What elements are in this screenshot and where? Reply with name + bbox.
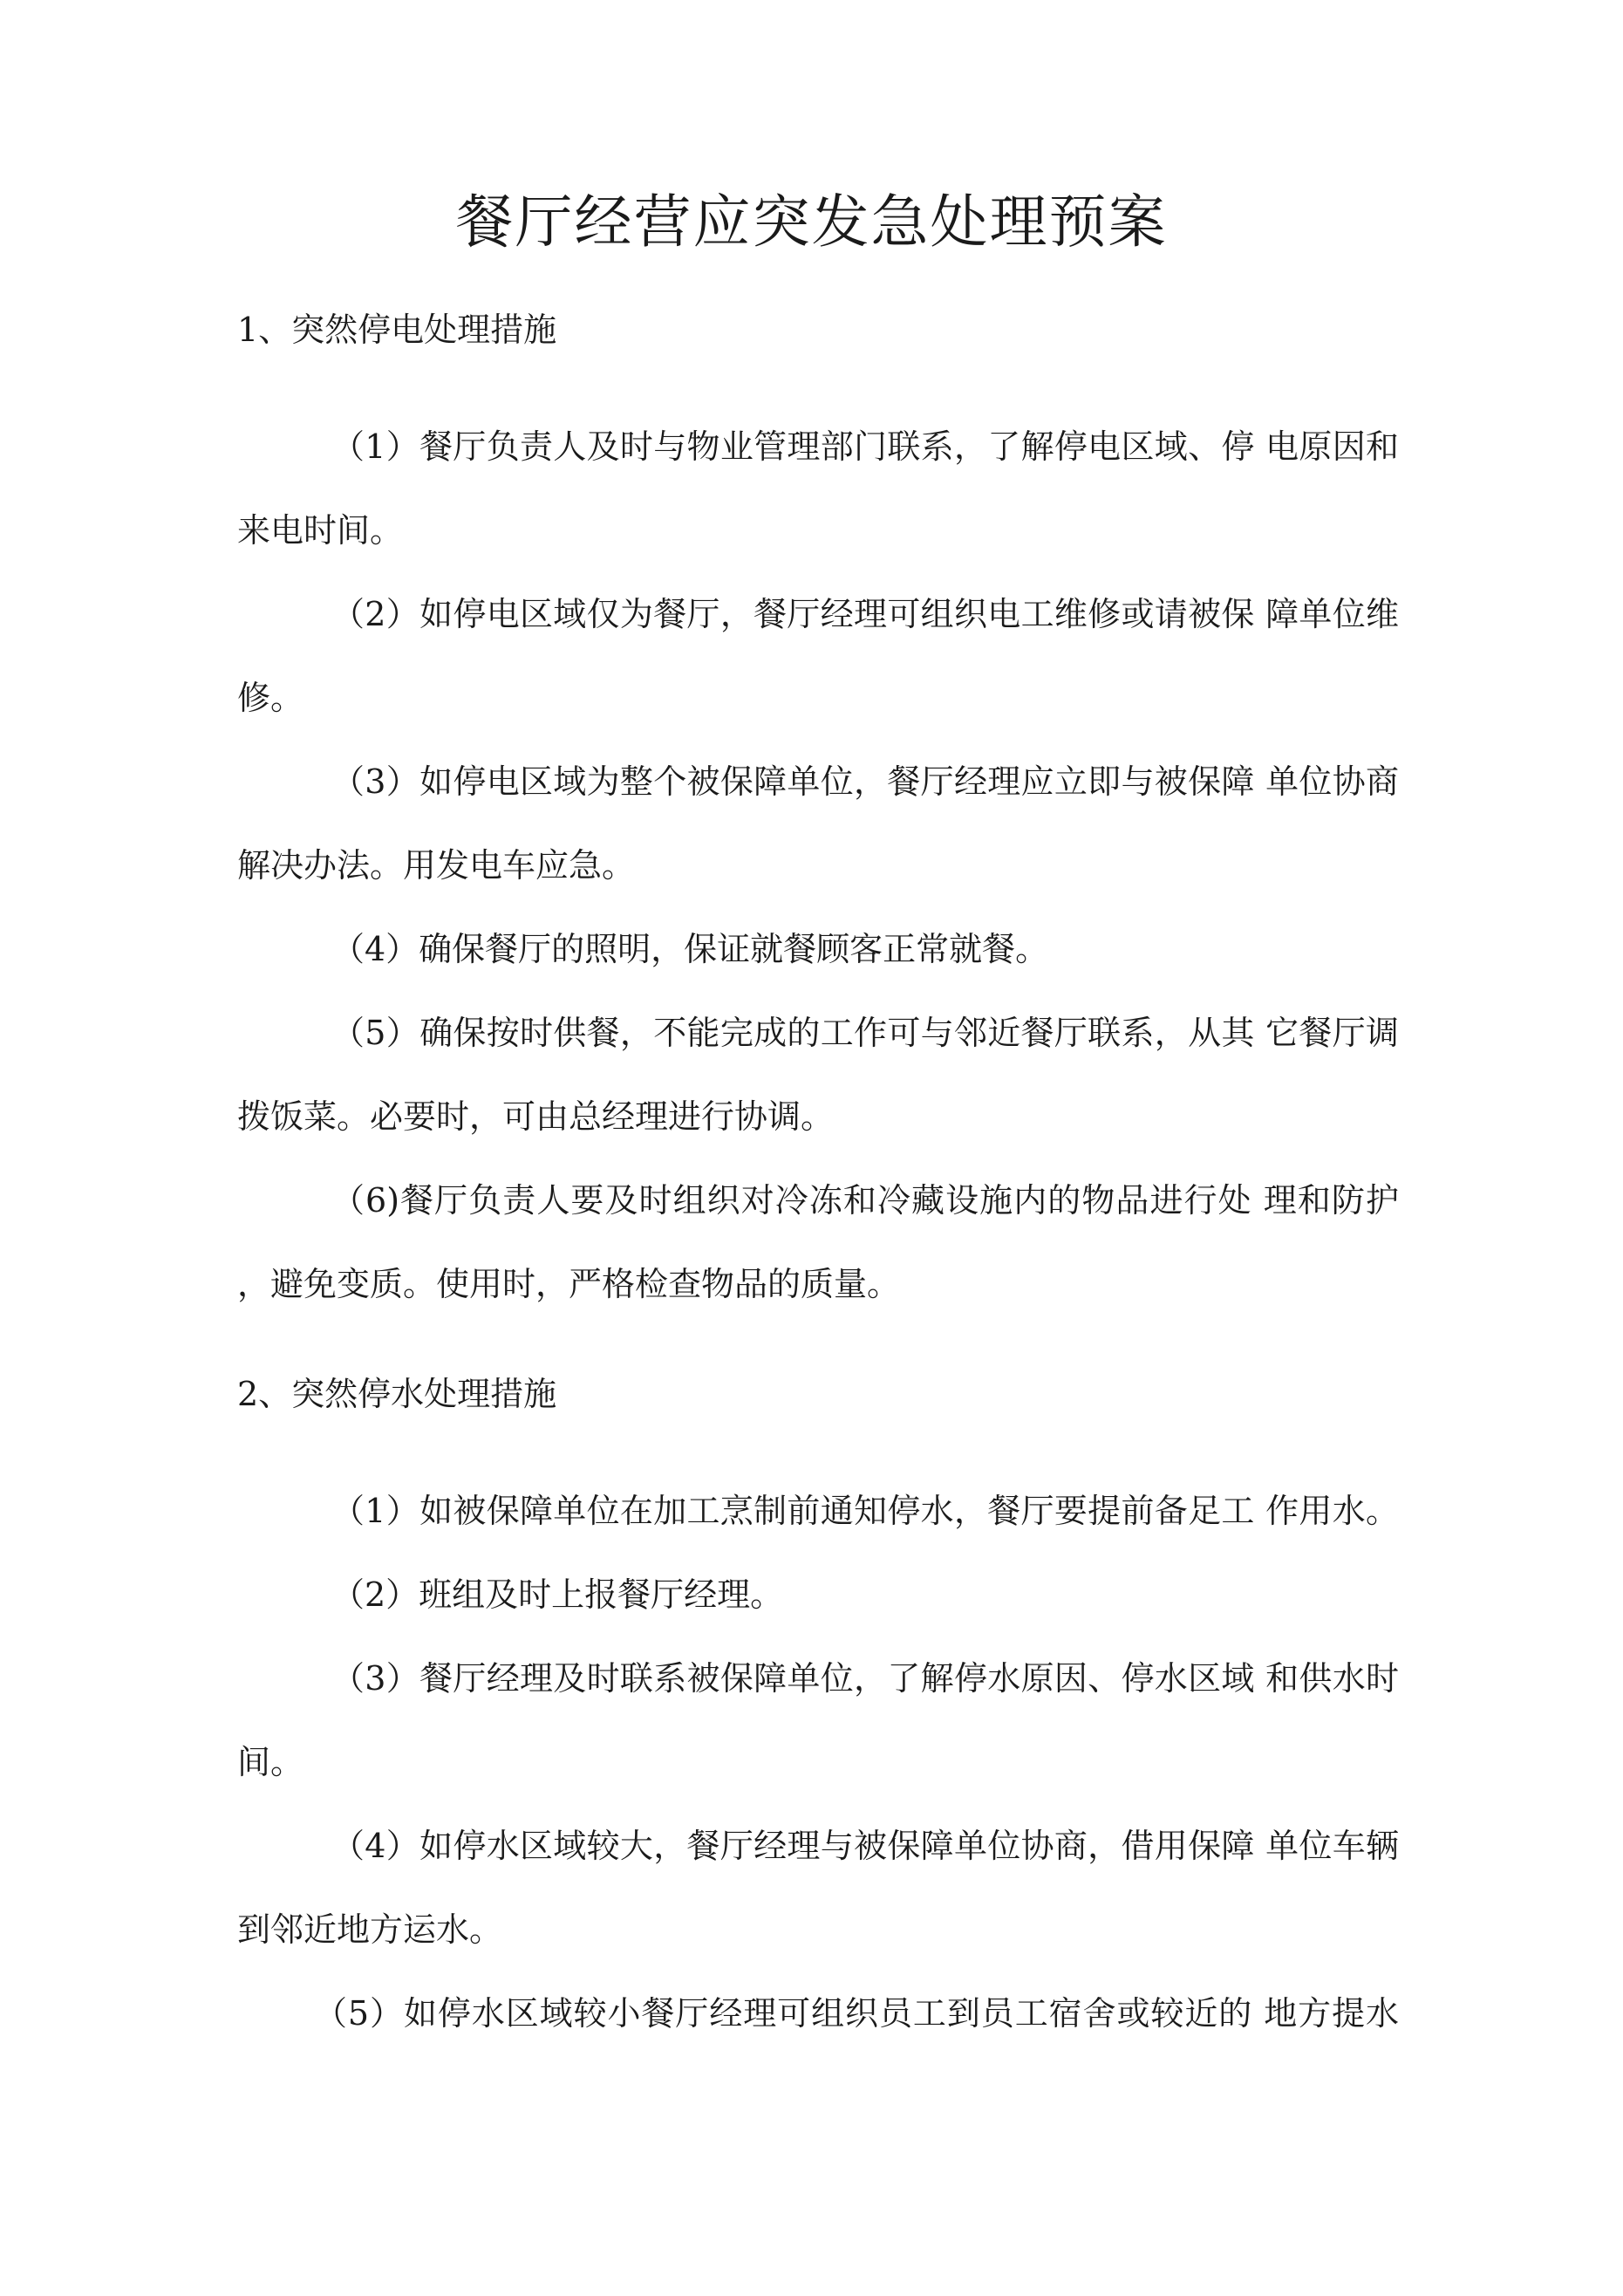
paragraph-line: （6)餐厅负责人要及时组织对冷冻和冷藏设施内的物品进行处 理和防护	[331, 1181, 1399, 1220]
paragraph-line: （3）如停电区域为整个被保障单位，餐厅经理应立即与被保障 单位协商	[331, 762, 1399, 801]
paragraph-line: 到邻近地方运水。	[237, 1910, 503, 1949]
section-heading-water-outage: 2、突然停水处理措施	[237, 1375, 557, 1413]
paragraph-line: （5）确保按时供餐，不能完成的工作可与邻近餐厅联系，从其 它餐厅调	[331, 1014, 1399, 1052]
paragraph-line: 间。	[237, 1743, 304, 1781]
paragraph-line: （3）餐厅经理及时联系被保障单位，了解停水原因、停水区域 和供水时	[331, 1659, 1399, 1698]
paragraph-line: （4）确保餐厅的照明，保证就餐顾客正常就餐。	[331, 930, 1049, 968]
paragraph-line: （2）班组及时上报餐厅经理。	[331, 1575, 784, 1614]
paragraph-line: ，避免变质。使用时，严格检查物品的质量。	[237, 1265, 901, 1303]
paragraph-line: 解决办法。用发电车应急。	[237, 846, 636, 885]
paragraph-line: （5）如停水区域较小餐厅经理可组织员工到员工宿舍或较近的 地方提水	[314, 1994, 1399, 2033]
paragraph-line: 拨饭菜。必要时，可由总经理进行协调。	[237, 1097, 835, 1136]
page-title: 餐厅经营应突发急处理预案	[455, 188, 1168, 256]
paragraph-line: （4）如停水区域较大，餐厅经理与被保障单位协商，借用保障 单位车辆	[331, 1827, 1399, 1865]
paragraph-line: 来电时间。	[237, 511, 404, 550]
paragraph-line: （1）餐厅负责人及时与物业管理部门联系，了解停电区域、停 电原因和	[331, 427, 1399, 466]
paragraph-line: 修。	[237, 679, 304, 717]
paragraph-line: （2）如停电区域仅为餐厅，餐厅经理可组织电工维修或请被保 障单位维	[331, 595, 1399, 633]
paragraph-line: （1）如被保障单位在加工烹制前通知停水，餐厅要提前备足工 作用水。	[331, 1492, 1399, 1530]
section-heading-power-outage: 1、突然停电处理措施	[237, 311, 557, 349]
